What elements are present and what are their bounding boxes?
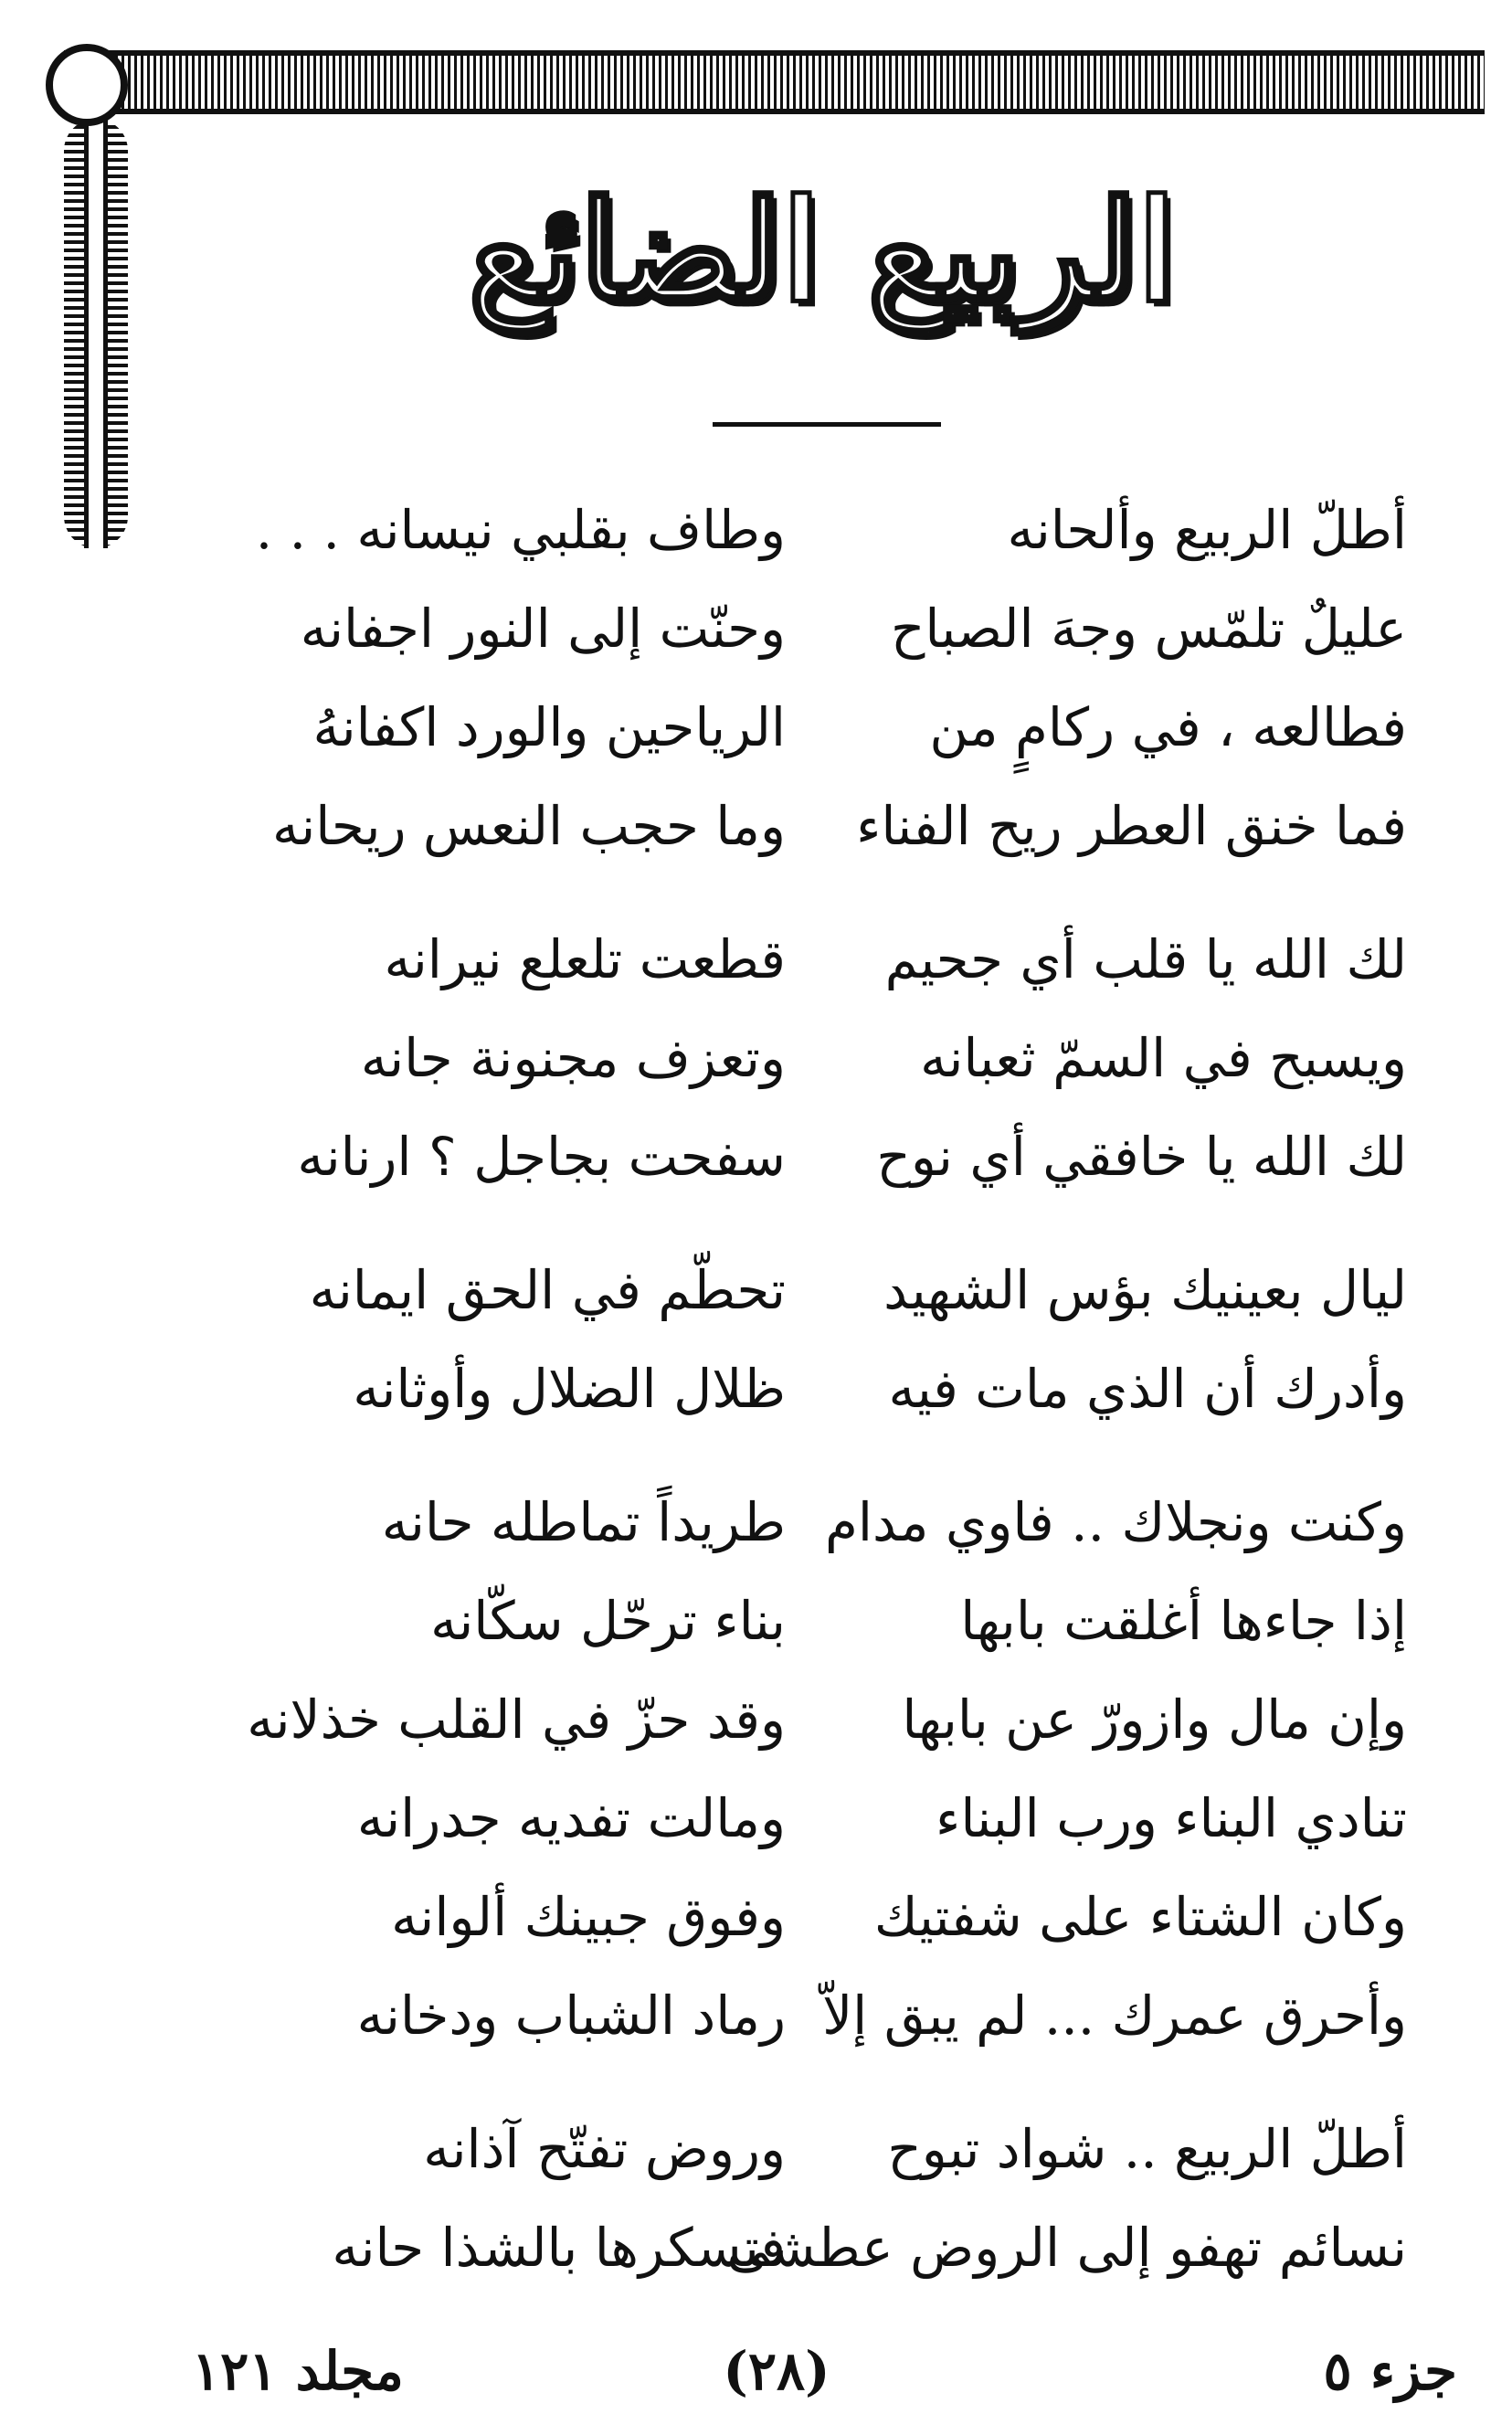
verse-first-hemistich: فما خنق العطر ريح الفناء — [856, 795, 1407, 857]
verse-line — [238, 914, 1407, 1005]
verse-line — [238, 583, 1407, 674]
verse-second-hemistich: وتعزف مجنونة جانه — [360, 1027, 786, 1089]
verse-line — [238, 1773, 1407, 1864]
verse-line — [238, 1575, 1407, 1667]
verse-line — [238, 2103, 1407, 2195]
verse-first-hemistich: وإن مال وازورّ عن بابها — [902, 1689, 1407, 1751]
verse-first-hemistich: لك الله يا خافقي أي نوح — [876, 1126, 1407, 1188]
verse-line — [238, 1343, 1407, 1435]
part-label: جزء ٥ — [1323, 2340, 1457, 2402]
verse-line — [238, 780, 1407, 872]
verse-first-hemistich: إذا جاءها أغلقت بابها — [960, 1590, 1407, 1652]
verse-second-hemistich: وطاف بقلبي نيسانه . . . — [255, 499, 786, 561]
verse-line — [238, 1477, 1407, 1568]
verse-first-hemistich: تنادي البناء ورب البناء — [936, 1787, 1407, 1849]
verse-first-hemistich: وأدرك أن الذي مات فيه — [888, 1358, 1407, 1420]
verse-second-hemistich: الرياحين والورد اكفانهُ — [312, 696, 786, 758]
page-footer — [0, 2330, 1512, 2412]
poem-title: الربيع الضائع — [469, 171, 1176, 332]
verse-line — [238, 2202, 1407, 2293]
verse-first-hemistich: وكنت ونجلاك .. فاوي مدام — [824, 1491, 1407, 1553]
verse-second-hemistich: ظلال الضلال وأوثانه — [353, 1358, 786, 1420]
verse-first-hemistich: عليلٌ تلمّس وجهَ الصباح — [890, 598, 1407, 660]
verse-first-hemistich: لك الله يا قلب أي جحيم — [884, 928, 1407, 990]
verse-first-hemistich: ويسبح في السمّ ثعبانه — [920, 1027, 1407, 1089]
verse-second-hemistich: تحطّم في الحق ايمانه — [309, 1259, 786, 1321]
verse-first-hemistich: فطالعه ، في ركامٍ من — [929, 696, 1407, 758]
verse-line — [238, 1871, 1407, 1963]
verse-second-hemistich: سفحت بجاجل ؟ ارنانه — [297, 1126, 786, 1188]
verse-second-hemistich: وما حجب النعس ريحانه — [271, 795, 786, 857]
corner-ornament-icon — [46, 44, 128, 126]
verse-line — [238, 1970, 1407, 2061]
verse-second-hemistich: وحنّت إلى النور اجفانه — [300, 598, 786, 660]
verse-line — [238, 1244, 1407, 1336]
verse-line — [238, 682, 1407, 773]
verse-line — [238, 1012, 1407, 1104]
verse-line — [238, 484, 1407, 576]
verse-line — [238, 1674, 1407, 1765]
verse-second-hemistich: رماد الشباب ودخانه — [356, 1985, 786, 2047]
verse-first-hemistich: وكان الشتاء على شفتيك — [873, 1886, 1407, 1948]
verse-second-hemistich: ومالت تفديه جدرانه — [356, 1787, 786, 1849]
top-ornament-border — [64, 50, 1485, 114]
verse-second-hemistich: وفوق جبينك ألوانه — [391, 1886, 786, 1948]
left-ornament-border — [64, 119, 128, 548]
verse-second-hemistich: قطعت تلعلع نيرانه — [384, 928, 786, 990]
verse-first-hemistich: أطلّ الربيع .. شواد تبوح — [887, 2118, 1407, 2180]
verse-first-hemistich: وأحرق عمرك ... لم يبق إلاّ — [822, 1985, 1407, 2047]
verse-first-hemistich: ليال بعينيك بؤس الشهيد — [883, 1259, 1407, 1321]
verse-second-hemistich: وقد حزّ في القلب خذلانه — [247, 1689, 786, 1751]
verse-first-hemistich: نسائم تهفو إلى الروض عطشى — [726, 2217, 1407, 2279]
verse-line — [238, 1111, 1407, 1202]
volume-label: مجلد ١٢١ — [192, 2340, 404, 2402]
verse-second-hemistich: طريداً تماطله حانه — [381, 1491, 786, 1553]
title-divider — [713, 422, 941, 427]
verse-second-hemistich: بناء ترحّل سكّانه — [430, 1590, 786, 1652]
verse-second-hemistich: فتسكرها بالشذا حانه — [332, 2217, 786, 2279]
page-number: (٢٨) — [723, 2340, 830, 2402]
verse-first-hemistich: أطلّ الربيع وألحانه — [1007, 499, 1407, 561]
verse-second-hemistich: وروض تفتّح آذانه — [423, 2118, 786, 2180]
